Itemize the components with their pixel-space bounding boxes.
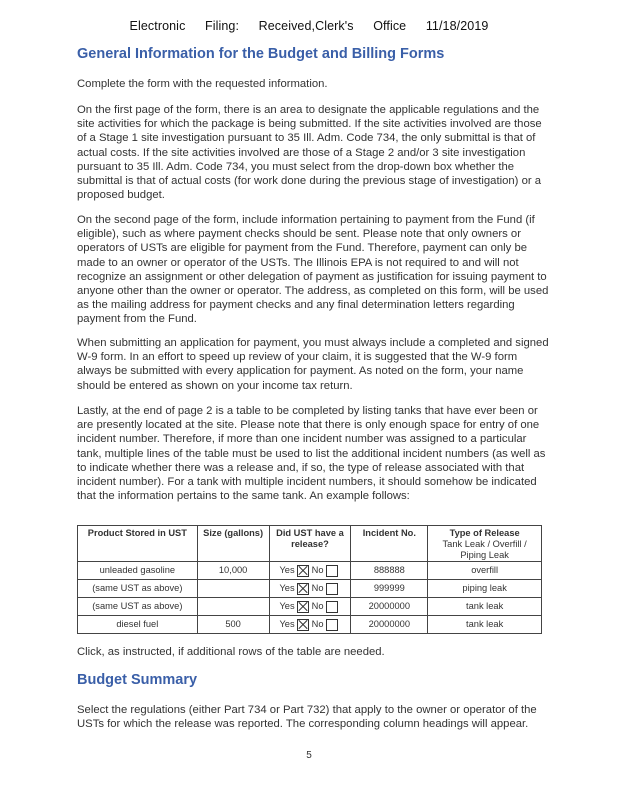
no-checkbox[interactable] xyxy=(326,601,338,613)
cell-release xyxy=(269,616,351,634)
cell-incident: 888888 xyxy=(351,562,428,580)
yes-checkbox[interactable] xyxy=(297,565,309,577)
col-header-type-options: Tank Leak / Overfill / Piping Leak xyxy=(442,539,527,560)
no-label: No xyxy=(311,619,324,629)
col-header-size: Size (gallons) xyxy=(197,526,269,562)
col-header-release: Did UST have a release? xyxy=(269,526,351,562)
yes-checkbox[interactable] xyxy=(297,601,309,613)
no-label: No xyxy=(311,601,324,611)
header-electronic: Electronic xyxy=(129,19,186,33)
paragraph-first-page: On the first page of the form, there is an area to designate the applicable regulations and the site activities for which the package is being submitted. If the site activities involved are those of a Stage 1 site investigation pursuant to 35 Ill. Adm. Code 734, the only submittal is that of actual costs. If the site activities involved are those of a Stage 2 and/or 3 site investigation pursuant to 35 Ill. Adm. Code 734, you must select from the drop-down box whether the submittal is that of actual costs (for work done during the previous stage of investigation) or a proposed budget. xyxy=(77,104,542,202)
header-received: Received,Clerk's xyxy=(258,19,354,33)
cell-release xyxy=(269,580,351,598)
cell-size: 10,000 xyxy=(197,562,269,580)
cell-size xyxy=(197,598,269,616)
page-number: 5 xyxy=(306,750,312,761)
cell-incident: 999999 xyxy=(351,580,428,598)
table-header-row xyxy=(78,526,542,562)
cell-type: overfill xyxy=(428,562,542,580)
cell-product: unleaded gasoline xyxy=(78,562,198,580)
yes-label: Yes xyxy=(279,619,295,629)
yes-label: Yes xyxy=(279,583,295,593)
paragraph-table-instructions: Lastly, at the end of page 2 is a table to be completed by listing tanks that have ever been or are presently located at the site. Please note that there is only enough space for entry of one incident number. Therefore, if more than one incident number was assigned to a particular tank, multiple lines of the table must be used to list the additional incident numbers (as well as to indicate whether there was a release and, if so, the type of release associated with that incident number). For a tank with multiple incident numbers, it should somehow be indicated that the information pertains to the same tank. An example follows: xyxy=(77,405,546,503)
yes-label: Yes xyxy=(279,565,295,575)
cell-release xyxy=(269,562,351,580)
yes-label: Yes xyxy=(279,601,295,611)
cell-size: 500 xyxy=(197,616,269,634)
cell-product: (same UST as above) xyxy=(78,598,198,616)
cell-type: piping leak xyxy=(428,580,542,598)
table-row xyxy=(78,616,542,634)
cell-incident: 20000000 xyxy=(351,598,428,616)
add-rows-note: Click, as instructed, if additional rows of the table are needed. xyxy=(77,646,385,658)
table-row xyxy=(78,562,542,580)
cell-size xyxy=(197,580,269,598)
no-checkbox[interactable] xyxy=(326,565,338,577)
section-title-general-info: General Information for the Budget and Billing Forms xyxy=(77,46,445,62)
paragraph-second-page: On the second page of the form, include information pertaining to payment from the Fund (if eligible), such as where payment checks should be sent. Please note that only owners or operators of USTs are eligible for payment from the Fund. Therefore, payment can only be made to an owner or operator of the USTs. The Illinois EPA is not required to and will not recognize an assignment or other delegation of payment as justification for issuing payment to anyone other than the owner or operator. The address, as completed on this form, will be used as the mailing address for payment checks and any final determination letters regarding payment from the Fund. xyxy=(77,214,549,326)
yes-checkbox[interactable] xyxy=(297,619,309,631)
cell-type: tank leak xyxy=(428,598,542,616)
filing-header xyxy=(0,19,618,33)
header-filing: Filing: xyxy=(205,19,240,33)
section-title-budget-summary: Budget Summary xyxy=(77,672,198,688)
no-checkbox[interactable] xyxy=(326,583,338,595)
paragraph-w9: When submitting an application for payment, you must always include a completed and signed W-9 form. In an effort to speed up review of your claim, it is suggested that the W-9 form always be submitted with every application for payment. As noted on the form, your name should be entered as shown on your income tax return. xyxy=(77,337,549,392)
paragraph-intro: Complete the form with the requested information. xyxy=(77,78,328,90)
col-header-incident: Incident No. xyxy=(351,526,428,562)
no-checkbox[interactable] xyxy=(326,619,338,631)
no-label: No xyxy=(311,565,324,575)
table-row xyxy=(78,580,542,598)
cell-release xyxy=(269,598,351,616)
table-row xyxy=(78,598,542,616)
cell-product: diesel fuel xyxy=(78,616,198,634)
col-header-product: Product Stored in UST xyxy=(78,526,198,562)
yes-checkbox[interactable] xyxy=(297,583,309,595)
no-label: No xyxy=(311,583,324,593)
col-header-type-title: Type of Release xyxy=(449,528,520,538)
example-tank-table xyxy=(77,525,542,634)
col-header-type xyxy=(428,526,542,562)
header-office: Office xyxy=(373,19,407,33)
paragraph-budget-summary: Select the regulations (either Part 734 or Part 732) that apply to the owner or operator of the USTs for which the release was reported. The corresponding column headings will appear. xyxy=(77,704,537,731)
cell-product: (same UST as above) xyxy=(78,580,198,598)
header-date: 11/18/2019 xyxy=(425,19,489,33)
cell-type: tank leak xyxy=(428,616,542,634)
cell-incident: 20000000 xyxy=(351,616,428,634)
